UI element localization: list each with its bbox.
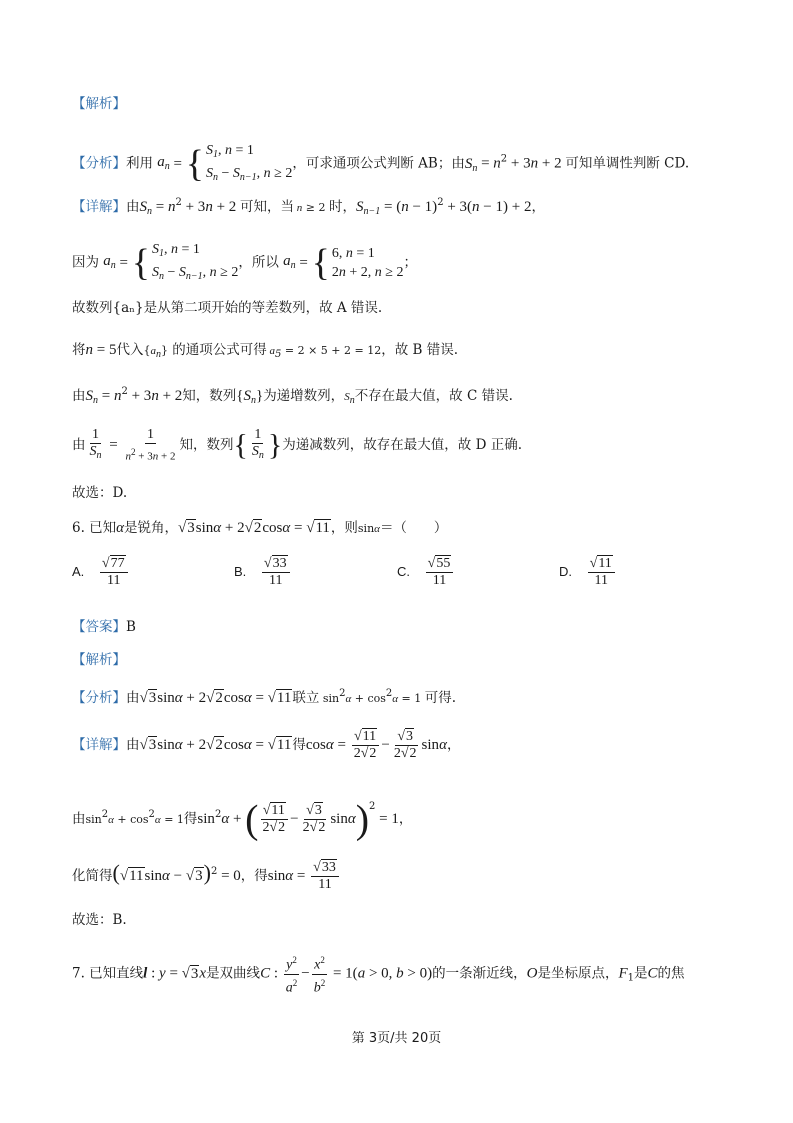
- jiexi-label: 【解析】: [72, 96, 126, 112]
- paragraph-xiangjie-2: 【详解】由√3sinα + 2√2cosα = √11得cosα = $\frac{√11}{2√2}$ − $\frac{√3}{2√2}$ sinα，: [72, 729, 461, 761]
- paragraph-xiangjie-1: 【详解】由$S_n = n^2 + 3n + 2$ 可知，当 n ≥ 2 时，$S_{n-1} = (n - 1)^2 + 3(n - 1) + 2$，: [72, 197, 545, 217]
- option-c[interactable]: C. $\frac{√55}{11}$: [397, 556, 455, 589]
- paragraph-fenxi-2: 【分析】由√3sinα + 2√2cosα = √11联立 $\sin^2\alpha + \cos^2\alpha = 1$ 可得.: [72, 688, 457, 706]
- question-6: 6. 已知α是锐角，√3sinα + 2√2cosα = √11，则sinα＝（ ）: [72, 520, 448, 536]
- option-b[interactable]: B. $\frac{√33}{11}$: [234, 556, 292, 589]
- paragraph-simplify: 化简得$(√11\sin\alpha - √3)^2 = 0$，得sinα = $\frac{√33}{11}$: [72, 852, 733, 896]
- analysis-header-1: [72, 94, 733, 114]
- answer-line: 【答案】B: [72, 619, 136, 635]
- paragraph-option-b: 将n = 5代入{an} 的通项公式可得 $a_5 = 2 \times 5 + 2 = 12$，故 B 错误.: [72, 342, 459, 360]
- paragraph-option-c: 由$S_n = n^2 + 3n + 2$知，数列$\{S_n\}$为递增数列，Sn不存在最大值，故 C 错误.: [72, 386, 513, 406]
- paragraph-arith-seq: 故数列{aₙ}是从第二项开始的等差数列，故 A 错误.: [72, 300, 383, 316]
- paragraph-substitute: 由$\sin^2\alpha + \cos^2\alpha = 1$得$\sin^2\alpha$ + ( $\frac{√11}{2√2}$ − $\frac{√3}{2√2}$ sinα)$^2$ = 1，: [72, 796, 413, 842]
- option-a[interactable]: A. $\frac{√77}{11}$: [72, 556, 130, 589]
- paragraph-fenxi-1: 【分析】利用 $a_n$ = { $S_1$, n = 1 $S_n - S_{n-1}$, n ≥ 2 ，可求通项公式判断 AB；由$S_n = n^2 + 3n + 2$ 可知单调性判断 CD.: [72, 143, 690, 185]
- paragraph-cases: 因为 $a_n$ = { $S_1$, n = 1 $S_n - S_{n-1}$, n ≥ 2 ，所以 $a_n$ = { 6, n = 1 2n + 2, n ≥ 2 ；: [72, 242, 417, 284]
- question-7: 7. 已知直线l : y = √3x是双曲线C : $\frac{y^2}{a^2}$ − $\frac{x^2}{b^2}$ = 1(a > 0, b > 0)的一条渐近线，O是坐标原点，$F_1$是C的焦: [72, 952, 733, 999]
- page-footer: 第 3页/共 20页: [351, 1031, 442, 1046]
- paragraph-option-d: 由 $\frac{1}{S_n}$ = $\frac{1}{n^2 + 3n + 2}$ 知，数列{ $\frac{1}{S_n}$ }为递减数列，故存在最大值，故 D 正确.: [72, 426, 522, 463]
- paragraph-choose-b: 故选：B.: [72, 912, 127, 928]
- answer-value: B: [126, 619, 136, 635]
- option-d[interactable]: D. $\frac{√11}{11}$: [559, 556, 617, 589]
- analysis-header-2: 【解析】: [72, 652, 126, 668]
- paragraph-choose-d: 故选：D.: [72, 485, 128, 501]
